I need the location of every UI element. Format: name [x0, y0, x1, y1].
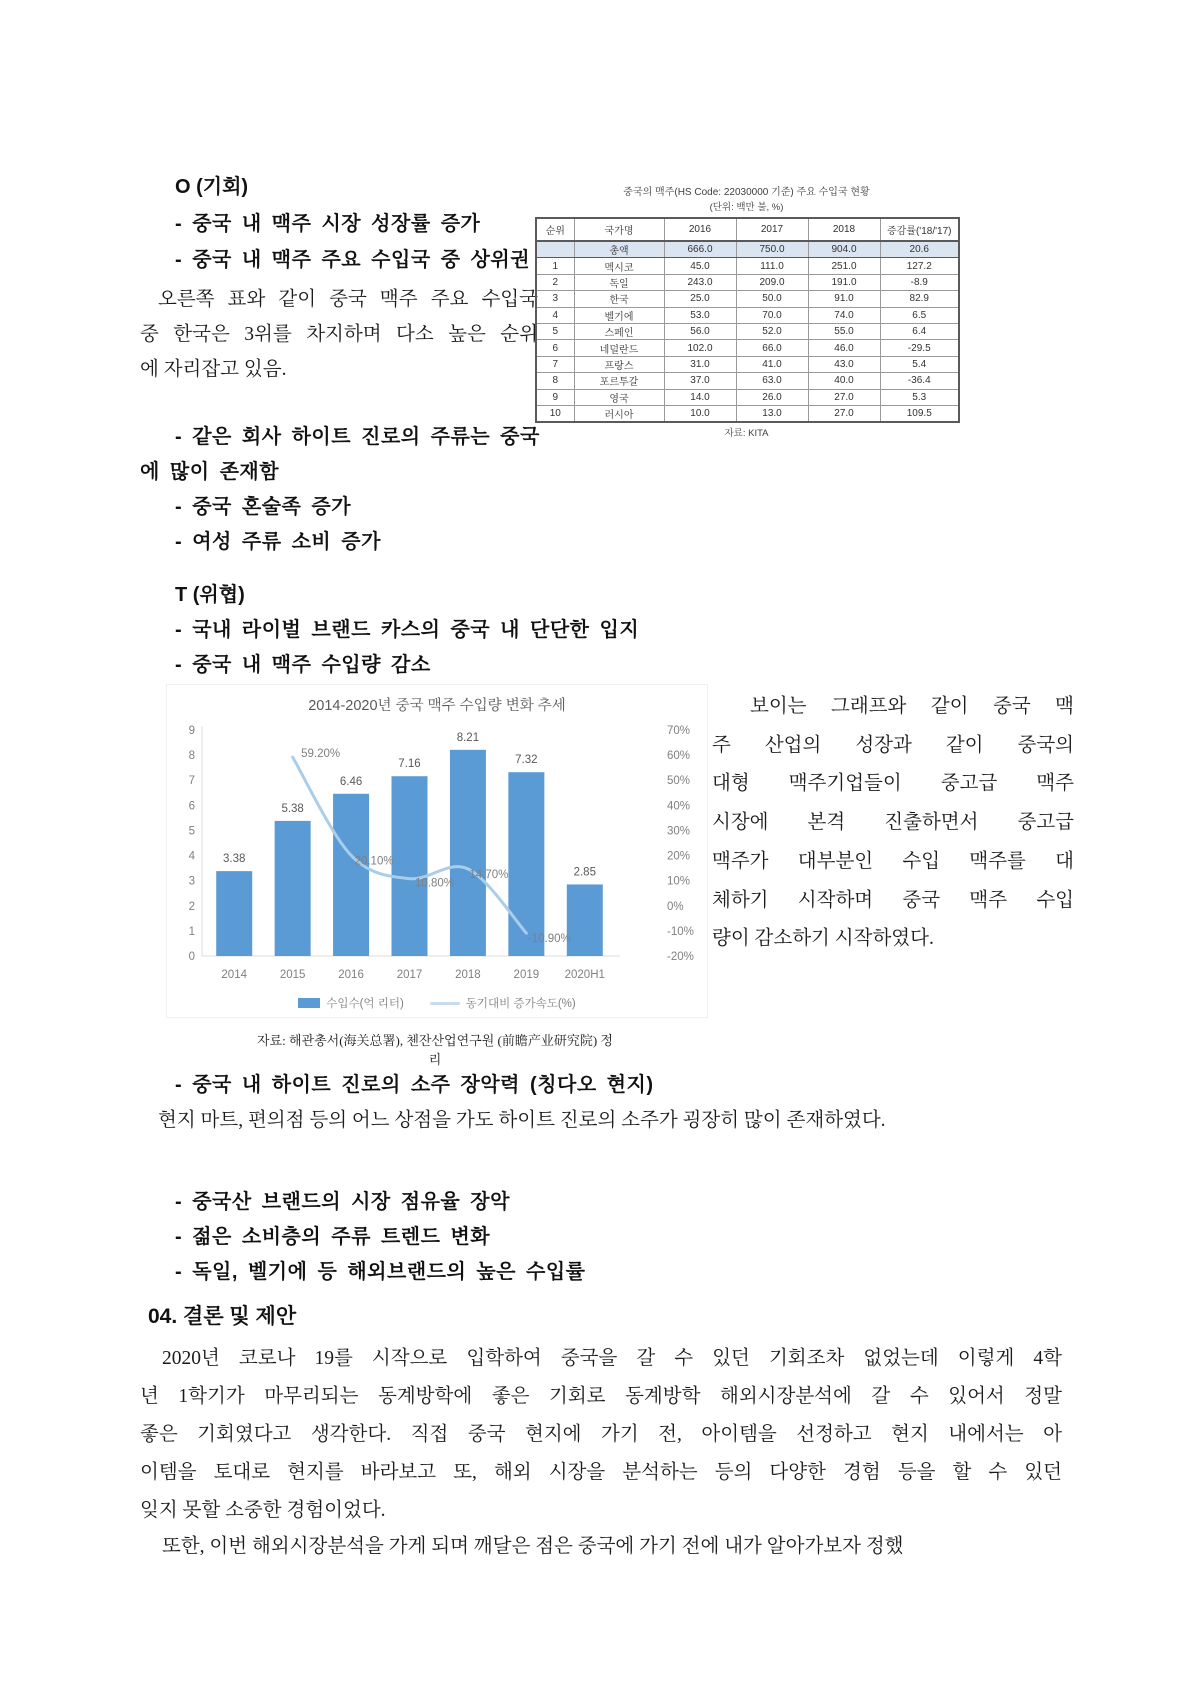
- x-axis-label: 2014: [221, 969, 248, 981]
- bar-swatch-icon: [298, 998, 320, 1008]
- table-cell: 53.0: [664, 307, 736, 323]
- bar-value-label: 2.85: [573, 866, 596, 879]
- right-axis-tick: -20%: [667, 951, 694, 963]
- legend-item-bar: [298, 995, 404, 1011]
- table-cell: 102.0: [664, 340, 736, 356]
- bar: [567, 884, 603, 956]
- left-axis-tick: 1: [188, 925, 195, 938]
- right-axis-tick: 60%: [667, 750, 691, 763]
- import-table-source: 자료: KITA: [724, 428, 769, 440]
- table-cell: -29.5: [880, 340, 959, 356]
- left-axis-tick: 7: [188, 775, 195, 788]
- threat-bullet-2: - 중국 내 맥주 수입량 감소: [175, 654, 431, 676]
- opportunity-bullet-3-cont: 에 많이 존재함: [140, 461, 280, 483]
- x-axis-label: 2018: [455, 969, 481, 981]
- opportunity-bullet-2: - 중국 내 맥주 주요 수입국 중 상위권: [175, 249, 531, 271]
- threat-bullet-5: - 독일, 벨기에 등 해외브랜드의 높은 수입률: [175, 1261, 586, 1283]
- table-cell: 52.0: [736, 323, 808, 339]
- bar: [508, 772, 544, 956]
- table-cell: 7: [536, 356, 574, 372]
- table-row: [536, 291, 959, 307]
- table-row: [536, 405, 959, 422]
- text-line: 에 자리잡고 있음.: [140, 359, 287, 380]
- left-axis-tick: 0: [188, 951, 195, 963]
- text-line: 중 한국은 3위를 차지하며 다소 높은 순위: [140, 324, 538, 345]
- table-header-cell: 국가명: [574, 218, 664, 241]
- table-cell: 4: [536, 307, 574, 323]
- bar: [392, 776, 428, 956]
- table-cell: 13.0: [736, 405, 808, 422]
- table-cell: 27.0: [808, 389, 880, 405]
- table-cell: 109.5: [880, 405, 959, 422]
- table-cell: 66.0: [736, 340, 808, 356]
- bar: [275, 821, 311, 956]
- table-row: [536, 356, 959, 372]
- table-header-cell: 순위: [536, 218, 574, 241]
- table-cell: 5.3: [880, 389, 959, 405]
- left-axis-tick: 3: [188, 875, 195, 888]
- line-value-label: 14.70%: [469, 868, 509, 881]
- table-cell: 111.0: [736, 258, 808, 274]
- table-header-cell: 증감률('18/'17): [880, 218, 959, 241]
- line-value-label: 10.80%: [414, 877, 455, 890]
- table-row: [536, 373, 959, 389]
- table-cell: 2: [536, 274, 574, 290]
- table-cell: 영국: [574, 389, 664, 405]
- left-axis-tick: 8: [188, 750, 195, 763]
- table-cell: 3: [536, 291, 574, 307]
- opportunity-bullet-1: - 중국 내 맥주 시장 성장률 증가: [175, 213, 481, 235]
- legend-line-label: 동기대비 증가속도(%): [465, 998, 576, 1010]
- table-row: [536, 389, 959, 405]
- line-swatch-icon: [430, 1002, 460, 1005]
- text-line: 2020년 코로나 19를 시작으로 입학하여 중국을 갈 수 있던 기회조차 없었는데 이렇게 4학: [162, 1348, 1062, 1369]
- table-cell: 37.0: [664, 373, 736, 389]
- trend-chart-svg: [167, 716, 707, 988]
- table-cell: 6.4: [880, 323, 959, 339]
- import-table-header-row: [536, 218, 959, 241]
- trend-chart-title: 2014-2020년 중국 맥주 수입량 변화 추세: [308, 698, 566, 714]
- table-header-cell: 2017: [736, 218, 808, 241]
- table-cell: 한국: [574, 291, 664, 307]
- table-cell: 독일: [574, 274, 664, 290]
- legend-item-line: [430, 995, 576, 1011]
- table-cell: 82.9: [880, 291, 959, 307]
- right-axis-tick: 20%: [667, 850, 691, 863]
- table-cell: 209.0: [736, 274, 808, 290]
- text-line: 체하기 시작하며 중국 맥주 수입: [712, 889, 1074, 911]
- table-cell: 46.0: [808, 340, 880, 356]
- x-axis-label: 2017: [396, 969, 423, 981]
- table-cell: 70.0: [736, 307, 808, 323]
- table-cell: 러시아: [574, 405, 664, 422]
- text-line: 맥주가 대부분인 수입 맥주를 대: [712, 850, 1074, 872]
- table-cell: 9: [536, 389, 574, 405]
- opportunity-bullet-3: - 같은 회사 하이트 진로의 주류는 중국: [175, 426, 540, 448]
- trend-chart-legend: [167, 995, 707, 1011]
- table-row: [536, 307, 959, 323]
- x-axis-label: 2020H1: [564, 969, 605, 981]
- x-axis-label: 2019: [513, 969, 540, 981]
- text-line: 오른쪽 표와 같이 중국 맥주 주요 수입국: [158, 289, 538, 310]
- left-axis-tick: 2: [188, 900, 195, 913]
- text-line: 보이는 그래프와 같이 중국 맥: [750, 696, 1074, 717]
- text-line: 좋은 기회였다고 생각한다. 직접 중국 현지에 가기 전, 아이템을 선정하고 현지 내에서는 아: [140, 1424, 1062, 1445]
- legend-bar-label: 수입수(억 리터): [326, 998, 404, 1010]
- threat-bullet-4: - 젊은 소비층의 주류 트렌드 변화: [175, 1226, 491, 1248]
- table-cell: 8: [536, 373, 574, 389]
- opportunity-paragraph: [140, 282, 538, 387]
- line-value-label: 59.20%: [301, 748, 341, 761]
- bar-value-label: 8.21: [456, 731, 480, 744]
- table-row: [536, 340, 959, 356]
- table-cell: [536, 241, 574, 258]
- table-cell: 904.0: [808, 241, 880, 258]
- table-cell: 31.0: [664, 356, 736, 372]
- table-cell: 666.0: [664, 241, 736, 258]
- line-value-label: -10.90%: [527, 933, 571, 946]
- left-axis-tick: 9: [188, 725, 195, 737]
- x-axis-label: 2015: [279, 969, 306, 981]
- table-cell: 251.0: [808, 258, 880, 274]
- table-cell: 63.0: [736, 373, 808, 389]
- bar: [333, 794, 369, 956]
- left-axis-tick: 4: [188, 850, 195, 863]
- table-cell: 네덜란드: [574, 340, 664, 356]
- table-cell: 45.0: [664, 258, 736, 274]
- threat-bullet-3: - 중국산 브랜드의 시장 점유율 장악: [175, 1191, 510, 1213]
- table-cell: 127.2: [880, 258, 959, 274]
- right-axis-tick: 30%: [667, 825, 691, 838]
- table-cell: 41.0: [736, 356, 808, 372]
- table-cell: 20.6: [880, 241, 959, 258]
- opportunity-bullet-5: - 여성 주류 소비 증가: [175, 531, 381, 553]
- import-table: [535, 217, 960, 423]
- table-cell: 14.0: [664, 389, 736, 405]
- table-cell: 74.0: [808, 307, 880, 323]
- table-row: [536, 258, 959, 274]
- table-row: [536, 323, 959, 339]
- right-axis-tick: 10%: [667, 875, 691, 888]
- table-cell: 6: [536, 340, 574, 356]
- text-line: 년 1학기가 마무리되는 동계방학에 좋은 기회로 동계방학 해외시장분석에 갈 수 있어서 정말: [140, 1386, 1062, 1407]
- table-cell: -36.4: [880, 373, 959, 389]
- text-line: 잊지 못할 소중한 경험이었다.: [140, 1500, 386, 1521]
- right-axis-tick: 0%: [667, 900, 684, 913]
- table-cell: 243.0: [664, 274, 736, 290]
- table-cell: 25.0: [664, 291, 736, 307]
- import-table-unit: (단위: 백만 불, %): [709, 202, 784, 213]
- bar-value-label: 7.32: [515, 754, 538, 767]
- soju-bullet: - 중국 내 하이트 진로의 소주 장악력 (칭다오 현지): [175, 1074, 654, 1096]
- trend-chart: [166, 684, 708, 1018]
- line-value-label: 20.10%: [354, 855, 394, 868]
- table-cell: 50.0: [736, 291, 808, 307]
- opportunity-bullet-4: - 중국 혼술족 증가: [175, 496, 352, 518]
- table-cell: 750.0: [736, 241, 808, 258]
- table-cell: 총액: [574, 241, 664, 258]
- right-axis-tick: -10%: [667, 925, 694, 938]
- text-line: 주 산업의 성장과 같이 중국의: [712, 734, 1074, 756]
- table-cell: 10: [536, 405, 574, 422]
- table-cell: 1: [536, 258, 574, 274]
- opportunity-heading: O (기회): [175, 176, 249, 198]
- table-cell: 멕시코: [574, 258, 664, 274]
- bar-value-label: 5.38: [281, 802, 304, 815]
- table-cell: 스페인: [574, 323, 664, 339]
- x-axis-label: 2016: [338, 969, 364, 981]
- threat-heading: T (위협): [175, 584, 245, 606]
- table-cell: 포르투갈: [574, 373, 664, 389]
- import-table-title: 중국의 맥주(HS Code: 22030000 기준) 주요 수입국 현황: [623, 187, 870, 198]
- table-cell: 벨기에: [574, 307, 664, 323]
- import-table-block: [535, 183, 958, 439]
- table-cell: 5: [536, 323, 574, 339]
- table-cell: 56.0: [664, 323, 736, 339]
- table-row: [536, 274, 959, 290]
- text-line: 량이 감소하기 시작하였다.: [712, 928, 934, 950]
- table-cell: 26.0: [736, 389, 808, 405]
- table-cell: 10.0: [664, 405, 736, 422]
- right-axis-tick: 40%: [667, 800, 691, 813]
- table-cell: 27.0: [808, 405, 880, 422]
- table-row: [536, 241, 959, 258]
- table-cell: 프랑스: [574, 356, 664, 372]
- bar: [216, 871, 252, 956]
- table-cell: 191.0: [808, 274, 880, 290]
- text-line: 이템을 토대로 현지를 바라보고 또, 해외 시장을 분석하는 등의 다양한 경험 등을 할 수 있던: [140, 1462, 1062, 1483]
- table-cell: 5.4: [880, 356, 959, 372]
- text-line: 대형 맥주기업들이 중고급 맥주: [712, 773, 1074, 795]
- conclusion-paragraph-1: [140, 1340, 1062, 1530]
- left-axis-tick: 5: [188, 825, 195, 838]
- bar-value-label: 6.46: [339, 775, 363, 788]
- bar: [450, 750, 486, 956]
- table-cell: 43.0: [808, 356, 880, 372]
- bar-value-label: 3.38: [223, 853, 246, 866]
- right-axis-tick: 50%: [667, 775, 691, 788]
- left-axis-tick: 6: [188, 800, 195, 813]
- table-header-cell: 2018: [808, 218, 880, 241]
- table-cell: -8.9: [880, 274, 959, 290]
- threat-bullet-1: - 국내 라이벌 브랜드 카스의 중국 내 단단한 입지: [175, 619, 640, 641]
- conclusion-paragraph-2: 또한, 이번 해외시장분석을 가게 되며 깨달은 점은 중국에 가기 전에 내가 알아가보자 정했: [162, 1536, 904, 1557]
- trend-chart-caption: 자료: 해관총서(海关总署), 첸잔산업연구원 (前瞻产业研究院) 정리: [257, 1033, 613, 1067]
- table-header-cell: 2016: [664, 218, 736, 241]
- table-cell: 55.0: [808, 323, 880, 339]
- text-line: 시장에 본격 진출하면서 중고급: [712, 812, 1074, 834]
- soju-paragraph: 현지 마트, 편의점 등의 어느 상점을 가도 하이트 진로의 소주가 굉장히 많이 존재하였다.: [158, 1110, 886, 1131]
- table-cell: 6.5: [880, 307, 959, 323]
- bar-value-label: 7.16: [398, 758, 421, 771]
- table-cell: 40.0: [808, 373, 880, 389]
- conclusion-heading: 04. 결론 및 제안: [148, 1305, 297, 1328]
- right-axis-tick: 70%: [667, 725, 691, 737]
- table-cell: 91.0: [808, 291, 880, 307]
- chart-side-paragraph: [712, 688, 1074, 959]
